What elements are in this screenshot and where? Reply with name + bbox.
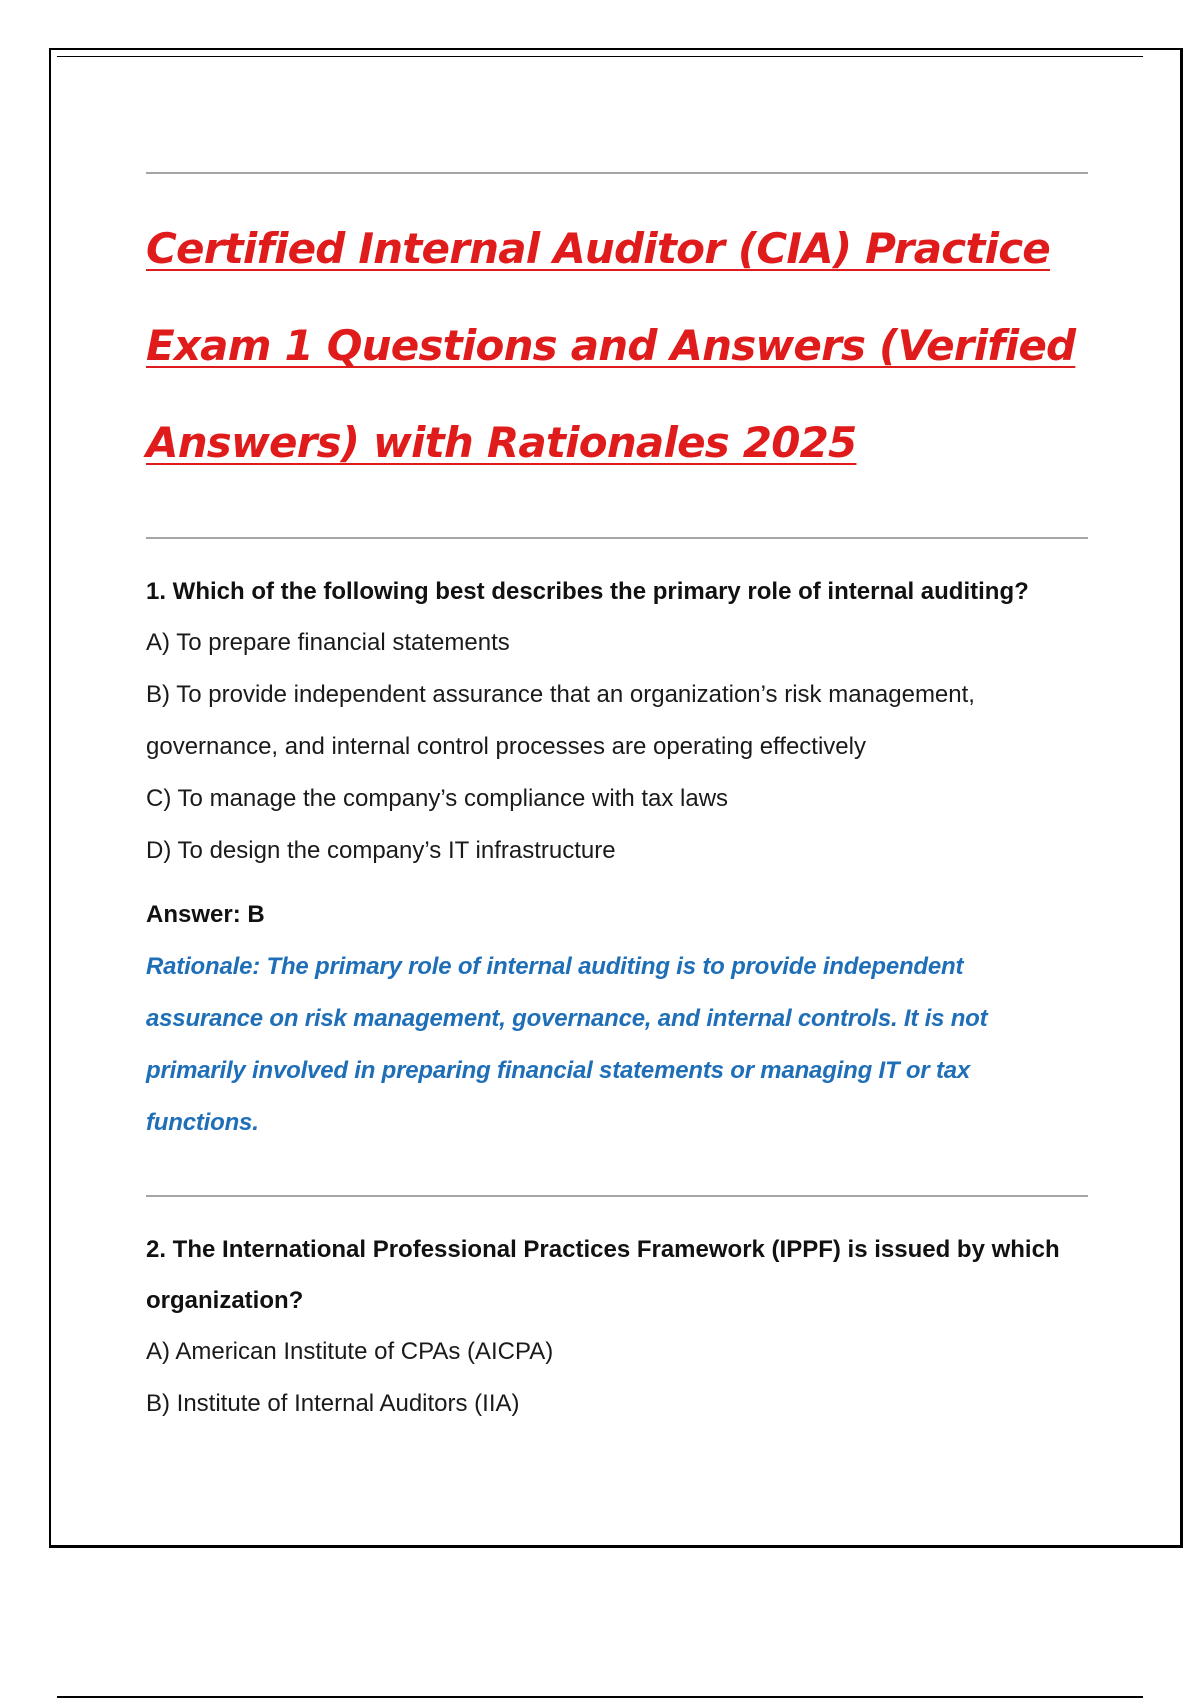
question-1-rationale-line-2: assurance on risk management, governance, and internal controls. It is not	[146, 1005, 988, 1032]
frame-top-line	[57, 56, 1143, 57]
question-2-option-a: A) American Institute of CPAs (AICPA)	[146, 1338, 554, 1365]
question-1-option-c: C) To manage the company’s compliance with tax laws	[146, 785, 729, 812]
question-1-rationale-line-3: primarily involved in preparing financial statements or managing IT or tax	[146, 1057, 971, 1084]
divider-after-title	[146, 537, 1088, 539]
question-1-option-b-cont: governance, and internal control processes are operating effectively	[146, 733, 866, 760]
next-page-edge	[57, 1696, 1143, 1698]
question-2	[146, 1224, 1096, 1430]
question-1	[146, 566, 1096, 1149]
title-line-2: Exam 1 Questions and Answers (Verified	[146, 321, 1076, 370]
document-title	[146, 200, 1106, 491]
question-1-option-b: B) To provide independent assurance that an organization’s risk management,	[146, 681, 975, 708]
title-line-1: Certified Internal Auditor (CIA) Practice	[146, 224, 1050, 273]
question-1-option-a: A) To prepare financial statements	[146, 629, 510, 656]
question-1-text: 1. Which of the following best describes the primary role of internal auditing?	[146, 578, 1029, 605]
question-1-rationale-line-4: functions.	[146, 1109, 259, 1136]
question-1-rationale-line-1: Rationale: The primary role of internal auditing is to provide independent	[146, 953, 964, 980]
title-line-3: Answers) with Rationales 2025	[146, 418, 857, 467]
divider-between-questions	[146, 1195, 1088, 1197]
question-2-text-line-2: organization?	[146, 1287, 304, 1314]
question-1-option-d: D) To design the company’s IT infrastructure	[146, 837, 616, 864]
question-2-text-line-1: 2. The International Professional Practices Framework (IPPF) is issued by which	[146, 1236, 1060, 1263]
question-2-option-b: B) Institute of Internal Auditors (IIA)	[146, 1390, 520, 1417]
divider-top	[146, 172, 1088, 174]
question-1-answer: Answer: B	[146, 901, 265, 928]
